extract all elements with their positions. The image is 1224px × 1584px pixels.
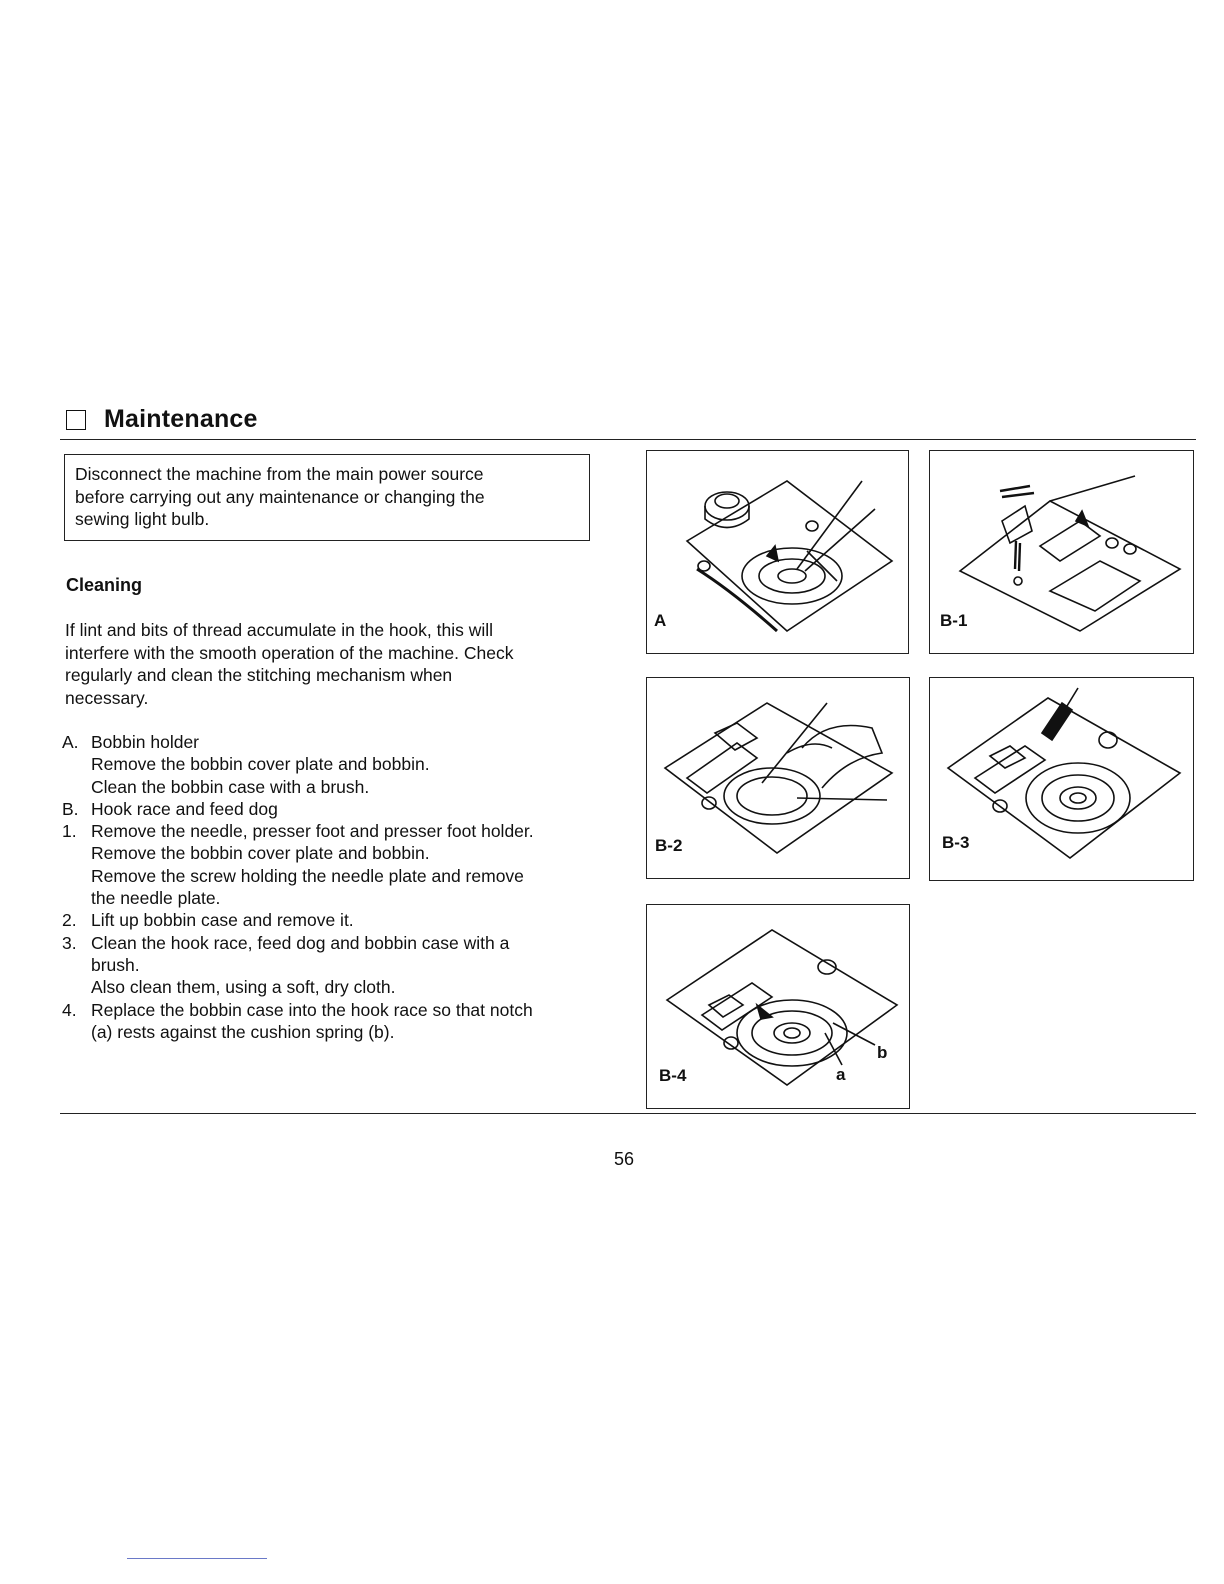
warning-line: before carrying out any maintenance or changing the — [75, 486, 485, 507]
step-list — [62, 731, 602, 1043]
list-item — [62, 909, 602, 931]
section-title: Maintenance — [104, 405, 258, 433]
step-text: Remove the screw holding the needle plate and remove — [91, 865, 524, 886]
intro-line: necessary. — [65, 687, 149, 708]
step-title: Hook race and feed dog — [91, 798, 278, 819]
figure-label: B-2 — [655, 836, 683, 855]
page-number: 56 — [614, 1149, 635, 1169]
step-marker: A. — [62, 732, 79, 752]
cleaning-heading: Cleaning — [66, 575, 143, 595]
figure-label: A — [654, 611, 667, 630]
step-title: Replace the bobbin case into the hook race so that notch — [91, 999, 533, 1020]
bottom-rule — [60, 1113, 1196, 1114]
figure-label: B-4 — [659, 1066, 687, 1085]
step-marker: B. — [62, 798, 79, 819]
bobbin-plate-illustration — [647, 451, 910, 655]
cleaning-intro — [65, 619, 575, 709]
footer-line — [127, 1558, 267, 1559]
list-item — [62, 798, 602, 820]
checkbox-icon — [66, 410, 86, 430]
step-text: brush. — [91, 954, 140, 975]
intro-line: If lint and bits of thread accumulate in the hook, this will — [65, 620, 494, 640]
section-heading — [66, 405, 258, 434]
step-title: Lift up bobbin case and remove it. — [91, 910, 354, 931]
intro-line: interfere with the smooth operation of the machine. Check — [65, 642, 514, 663]
top-rule — [60, 439, 1196, 440]
step-marker: 4. — [62, 999, 77, 1020]
list-item — [62, 999, 602, 1021]
step-text: Clean the bobbin case with a brush. — [91, 776, 370, 797]
step-text: Remove the bobbin cover plate and bobbin. — [91, 843, 430, 864]
step-marker: 1. — [62, 821, 77, 842]
figure-label: B-3 — [942, 833, 970, 852]
step-title: Clean the hook race, feed dog and bobbin case with a — [91, 932, 510, 953]
brush-cleaning-illustration — [930, 678, 1195, 882]
bobbin-case-illustration — [647, 905, 911, 1110]
figure-b4 — [646, 904, 910, 1109]
intro-line: regularly and clean the stitching mechanism when — [65, 665, 453, 685]
warning-line: sewing light bulb. — [75, 509, 210, 529]
figure-a — [646, 450, 909, 654]
step-title: Bobbin holder — [91, 732, 199, 752]
warning-box — [64, 454, 590, 541]
figure-b1 — [929, 450, 1194, 654]
warning-line: Disconnect the machine from the main power source — [75, 464, 484, 484]
list-item — [62, 731, 602, 753]
callout-b: b — [877, 1043, 888, 1062]
figure-label: B-1 — [940, 611, 968, 630]
figure-b2 — [646, 677, 910, 879]
step-marker: 2. — [62, 910, 77, 931]
callout-a: a — [836, 1065, 846, 1084]
step-text: (a) rests against the cushion spring (b). — [91, 1021, 395, 1042]
list-item — [62, 932, 602, 954]
hook-race-illustration — [647, 678, 911, 880]
step-text: Also clean them, using a soft, dry cloth. — [91, 977, 396, 998]
step-text: Remove the bobbin cover plate and bobbin. — [91, 754, 430, 775]
step-title: Remove the needle, presser foot and presser foot holder. — [91, 821, 534, 842]
needle-plate-illustration — [930, 451, 1195, 655]
step-text: the needle plate. — [91, 888, 221, 909]
step-marker: 3. — [62, 932, 77, 953]
figure-b3 — [929, 677, 1194, 881]
list-item — [62, 820, 602, 842]
